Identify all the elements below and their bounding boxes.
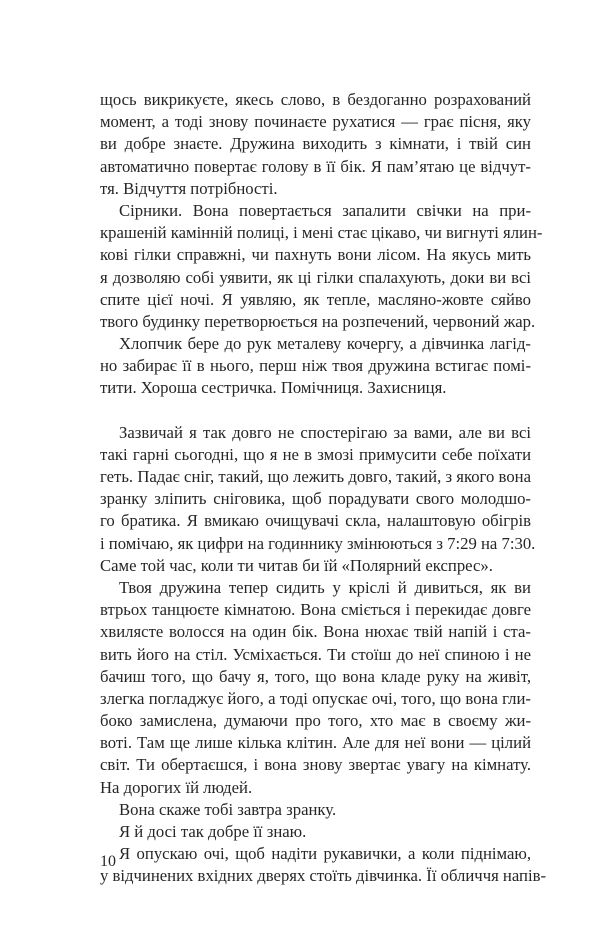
text-line: спите цієї ночі. Я уявляю, як тепле, масляно-жовте сяйво — [100, 289, 531, 309]
paragraph — [100, 89, 531, 200]
text-line: злегка погладжує його, а тоді опускає очі, того, що вона гли- — [100, 688, 531, 708]
text-line: хвилясте волосся на один бік. Вона нюхає твій напій і ста- — [100, 622, 531, 642]
paragraph — [100, 333, 531, 400]
text-line: Я опускаю очі, щоб надіти рукавички, а коли піднімаю, — [119, 844, 531, 864]
text-line: Хлопчик бере до рук металеву кочергу, а дівчинка лагід- — [119, 334, 531, 354]
text-flow — [100, 89, 547, 888]
text-line: геть. Падає сніг, такий, що лежить довго, такий, з якого вона — [100, 467, 531, 486]
text-line: Вона скаже тобі завтра зранку. — [119, 799, 337, 819]
text-line: Саме той час, коли ти читав би їй «Полярний експрес». — [100, 555, 493, 575]
text-line: вить його на стіл. Усміхається. Ти стоїш до неї спиною і не — [100, 644, 531, 664]
paragraph — [100, 843, 547, 887]
section-break — [100, 400, 531, 422]
text-line: ви добре знаєте. Дружина виходить з кімнати, і твій син — [100, 134, 531, 154]
text-line: Зазвичай я так довго не спостерігаю за вами, але ви всі — [119, 422, 531, 442]
text-line: воті. Там ще лише кілька клітин. Але для неї вони — цілий — [100, 733, 531, 753]
paragraph — [100, 821, 531, 843]
text-line: твого будинку перетворюється на розпечений, червоний жар. — [100, 311, 536, 331]
text-line: я дозволяю собі уявити, як ці гілки спалахують, доки ви всі — [100, 267, 531, 287]
text-line: Твоя дружина тепер сидить у кріслі й дивиться, як ви — [119, 577, 531, 597]
text-line: і помічаю, як цифри на годиннику змінюються з 7:29 на 7:30. — [100, 533, 536, 553]
paragraph — [100, 422, 536, 577]
text-line: тити. Хороша сестричка. Помічниця. Захисниця. — [100, 378, 447, 398]
page-body — [100, 89, 547, 888]
text-line: світ. Ти обертаєшся, і вона знову звертає увагу на кімнату. — [100, 755, 531, 775]
text-line: втрьох танцюєте кімнатою. Вона сміється і перекидає довге — [100, 600, 531, 620]
text-line: кові гілки справжні, чи пахнуть вони лісом. На якусь мить — [100, 245, 531, 265]
text-line: го братика. Я вмикаю очищувачі скла, налаштовую обігрів — [100, 511, 531, 531]
paragraph — [100, 200, 543, 333]
text-line: такі гарні сьогодні, що я не в змозі примусити себе поїхати — [100, 444, 531, 464]
text-line: но забирає її в нього, перш ніж твоя дружина встигає помі- — [100, 356, 531, 376]
page-number: 10 — [100, 853, 116, 870]
text-line: зранку зліпить сніговика, щоб порадувати свого молодшо- — [100, 489, 531, 509]
paragraph — [100, 799, 531, 821]
paragraph — [100, 577, 531, 799]
text-line: у відчинених вхідних дверях стоїть дівчинка. Її обличчя напів- — [100, 866, 547, 886]
text-line: тя. Відчуття потрібності. — [100, 178, 278, 198]
text-line: момент, а тоді знову починаєте рухатися — грає пісня, яку — [100, 112, 531, 132]
text-line: Я й досі так добре її знаю. — [119, 822, 307, 841]
text-line: Сірники. Вона повертається запалити свічки на при- — [119, 200, 531, 220]
text-line: бачиш того, що бачу я, того, що вона кладе руку на живіт, — [100, 666, 531, 686]
text-line: боко замислена, думаючи про того, хто має в своєму жи- — [100, 711, 531, 731]
text-line: крашеній камінній полиці, і мені стає цікаво, чи вигнуті ялин- — [100, 223, 543, 243]
text-line: На дорогих їй людей. — [100, 777, 253, 797]
text-line: автоматично повертає голову в її бік. Я пам’ятаю це відчут- — [100, 156, 531, 176]
text-line: щось викрикуєте, якесь слово, в бездоганно розрахований — [100, 90, 531, 109]
